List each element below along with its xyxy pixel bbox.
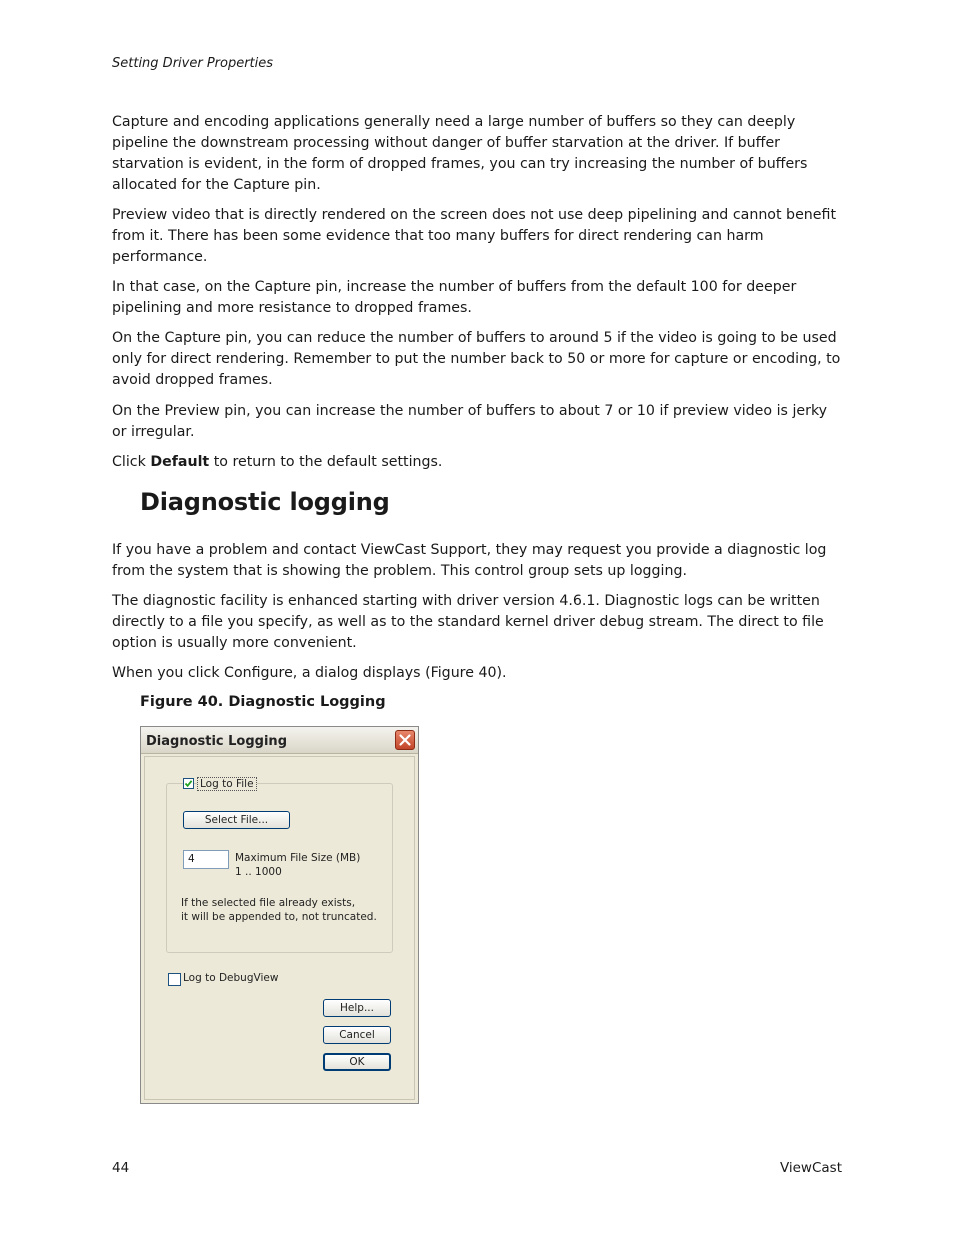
paragraph: On the Preview pin, you can increase the number of buffers to about 7 or 10 if preview video is jerky or irregular. — [112, 403, 828, 440]
paragraph-diagnostic-facility — [112, 591, 842, 654]
paragraph — [112, 452, 842, 473]
log-to-file-checkbox[interactable] — [183, 778, 194, 789]
default-keyword: Default — [150, 454, 210, 470]
paragraph: Capture and encoding applications generally need a large number of buffers so they can deeply pipeline the downstream processing without danger of buffer starvation at the driver. If buffer starvation is evident, in the form of dropped frames, you can try increasing the number of buffers allocated for the Capture pin. — [112, 114, 808, 193]
paragraph-buffers-intro — [112, 112, 842, 196]
section-heading: Diagnostic logging — [140, 488, 390, 516]
text-prefix: Click — [112, 454, 151, 470]
log-to-file-label[interactable]: Log to File — [197, 777, 257, 791]
running-header: Setting Driver Properties — [112, 56, 274, 71]
log-to-debugview-label[interactable]: Log to DebugView — [183, 972, 279, 984]
cancel-button[interactable]: Cancel — [323, 1026, 391, 1044]
ok-button[interactable]: OK — [323, 1053, 391, 1071]
append-note-line2: it will be appended to, not truncated. — [181, 911, 377, 923]
dialog-title: Diagnostic Logging — [141, 727, 418, 754]
paragraph: On the Capture pin, you can reduce the number of buffers to around 5 if the video is going to be used only for direct rendering. Remember to put the number back to 50 or more for capture or encoding, to avoid dropped frames. — [112, 330, 841, 388]
max-file-size-range: 1 .. 1000 — [235, 866, 282, 878]
max-file-size-label: Maximum File Size (MB) — [235, 852, 361, 864]
log-to-debugview-checkbox[interactable] — [168, 973, 181, 986]
paragraph-click-default — [112, 452, 842, 473]
paragraph: The diagnostic facility is enhanced starting with driver version 4.6.1. Diagnostic logs can be written directly to a file you specify, as well as to the standard kernel driver debug stream. The direct to file option is usually more convenient. — [112, 593, 824, 651]
paragraph-preview-pin — [112, 401, 842, 443]
paragraph-capture-increase — [112, 277, 842, 319]
close-button[interactable] — [395, 730, 415, 750]
max-file-size-input[interactable]: 4 — [183, 850, 229, 869]
paragraph: When you click Configure, a dialog displays (Figure 40). — [112, 665, 507, 681]
figure-caption: Figure 40. Diagnostic Logging — [140, 694, 386, 710]
checkmark-icon — [184, 779, 193, 788]
select-file-button[interactable]: Select File... — [183, 811, 290, 829]
paragraph-preview-video — [112, 205, 842, 268]
footer-brand: ViewCast — [779, 1160, 842, 1176]
diagnostic-logging-dialog — [140, 726, 419, 1104]
paragraph-configure — [112, 663, 842, 684]
close-icon — [396, 731, 414, 749]
page-number: 44 — [112, 1160, 130, 1176]
text-suffix: to return to the default settings. — [209, 454, 443, 470]
paragraph-capture-reduce — [112, 328, 842, 391]
help-button[interactable]: Help... — [323, 999, 391, 1017]
paragraph: In that case, on the Capture pin, increase the number of buffers from the default 100 for deeper pipelining and more resistance to dropped frames. — [112, 279, 797, 316]
append-note-line1: If the selected file already exists, — [181, 897, 356, 909]
paragraph: Preview video that is directly rendered on the screen does not use deep pipelining and cannot benefit from it. There has been some evidence that too many buffers for direct rendering can harm performance. — [112, 207, 837, 265]
paragraph: If you have a problem and contact ViewCast Support, they may request you provide a diagnostic log from the system that is showing the problem. This control group sets up logging. — [112, 542, 827, 579]
paragraph-support-request — [112, 540, 842, 582]
